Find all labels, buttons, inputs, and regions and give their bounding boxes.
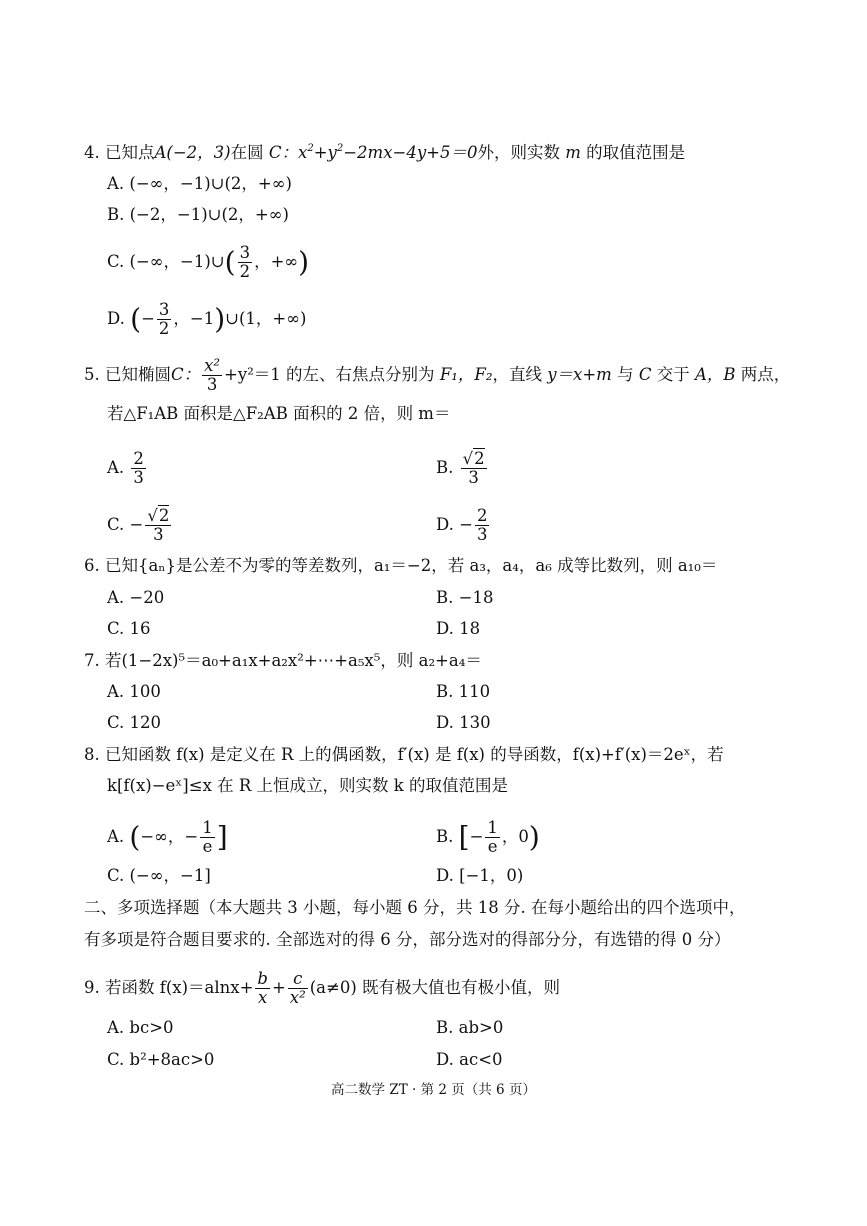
q5-stem-line2: 若△F₁AB 面积是△F₂AB 面积的 2 倍，则 m＝ [107, 404, 451, 423]
q6-option-d[interactable]: D. 18 [436, 619, 481, 638]
q9-option-c[interactable]: C. b²+8ac>0 [107, 1050, 215, 1069]
q8-option-d[interactable]: D. [−1，0) [436, 866, 524, 885]
q8-stem-line1: 8. 已知函数 f(x) 是定义在 R 上的偶函数，f′(x) 是 f(x) 的导函数，f(x)+f′(x)＝2eˣ，若 [84, 745, 724, 764]
q4-option-c[interactable]: C. (−∞，−1)∪( $\frac{3}{2}$ ，+∞) [107, 243, 310, 281]
q5-option-c[interactable]: C. − $\frac{√2}{3}$ [107, 506, 170, 544]
q7-option-b[interactable]: B. 110 [436, 682, 491, 701]
q4-option-a[interactable]: A. (−∞，−1)∪(2，+∞) [107, 174, 292, 193]
q4-stem: 4. 已知点A(−2，3)在圆 C：$x^2+y^2-2mx-4y+5=0$外，则实数 m 的取值范围是 [84, 143, 686, 162]
q6-stem: 6. 已知{aₙ}是公差不为零的等差数列，a₁＝−2，若 a₃，a₄，a₆ 成等比数列，则 a₁₀＝ [84, 556, 718, 575]
q7-option-d[interactable]: D. 130 [436, 713, 491, 732]
q8-option-a[interactable]: A. (−∞，− $\frac{1}{e}$ ] [107, 818, 228, 856]
section2-heading: 二、多项选择题（本大题共 3 小题，每小题 6 分，共 18 分. 在每小题给出的四个选项中， [84, 898, 746, 917]
q6-option-a[interactable]: A. −20 [107, 588, 165, 607]
q9-stem: 9. 若函数 f(x)＝alnx+ $\frac{b}{x}$ + $\frac{c}{\text{x²}}$ (a≠0) 既有极大值也有极小值，则 [84, 969, 560, 1007]
q5-option-b[interactable]: B. $\frac{√2}{3}$ [436, 449, 485, 487]
q7-stem: 7. 若(1−2x)⁵＝a₀+a₁x+a₂x²+⋯+a₅x⁵，则 a₂+a₄＝ [84, 651, 482, 670]
page-footer: 高二数学 ZT · 第 2 页（共 6 页） [331, 1082, 536, 1098]
q8-option-c[interactable]: C. (−∞，−1] [107, 866, 211, 885]
q7-option-a[interactable]: A. 100 [107, 682, 161, 701]
q9-option-a[interactable]: A. bc>0 [107, 1018, 174, 1037]
section2-instructions: 有多项是符合题目要求的. 全部选对的得 6 分，部分选对的得部分分，有选错的得 0 分） [84, 930, 731, 949]
q9-option-d[interactable]: D. ac<0 [436, 1050, 503, 1069]
q7-option-c[interactable]: C. 120 [107, 713, 162, 732]
q5-option-a[interactable]: A. $\frac{2}{3}$ [107, 449, 144, 487]
q9-option-b[interactable]: B. ab>0 [436, 1018, 504, 1037]
q5-option-d[interactable]: D. − $\frac{2}{3}$ [436, 506, 488, 544]
q5-stem: 5. 已知椭圆C： $\frac{\text{x²}}{3}$ +y²＝1 的左、右焦点分别为 F₁，F₂，直线 y＝x+m 与 C 交于 A，B 两点， [84, 356, 791, 394]
q8-stem-line2: k[f(x)−eˣ]≤x 在 R 上恒成立，则实数 k 的取值范围是 [107, 776, 509, 795]
q6-option-b[interactable]: B. −18 [436, 588, 494, 607]
q8-option-b[interactable]: B. [− $\frac{1}{e}$ ，0) [436, 818, 540, 856]
q6-option-c[interactable]: C. 16 [107, 619, 151, 638]
q4-option-d[interactable]: D. (− $\frac{3}{2}$ ，−1)∪(1，+∞) [107, 300, 307, 338]
q4-option-b[interactable]: B. (−2，−1)∪(2，+∞) [107, 205, 289, 224]
